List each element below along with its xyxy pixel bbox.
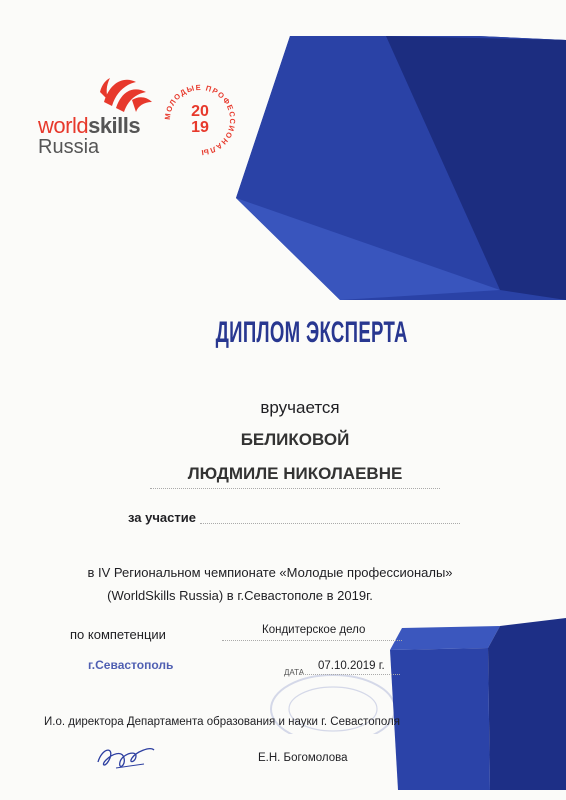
badge-year-bottom: 19 bbox=[191, 119, 209, 136]
awarded-text: вручается bbox=[260, 398, 340, 417]
date-label: ДАТА bbox=[284, 668, 305, 677]
molodye-professionaly-badge bbox=[160, 80, 240, 160]
logo-skills: skills bbox=[88, 113, 141, 138]
recipient-name: ЛЮДМИЛЕ НИКОЛАЕВНЕ bbox=[187, 464, 403, 483]
championship-line2: (WorldSkills Russia) в г.Севастополе в 2019г. bbox=[107, 588, 373, 603]
worldskills-swoosh-icon bbox=[96, 72, 156, 118]
badge-year-top: 20 bbox=[191, 103, 209, 120]
badge-arc-text: МОЛОДЫЕ ПРОФЕССИОНАЛЫ bbox=[162, 82, 238, 158]
director-title: И.о. директора Департамента образования и науки г. Севастополя bbox=[44, 716, 400, 728]
recipient-surname: БЕЛИКОВОЙ bbox=[240, 430, 350, 449]
signature-mark bbox=[92, 740, 162, 774]
diploma-title: ДИПЛОМ ЭКСПЕРТА bbox=[215, 316, 408, 349]
director-name: Е.Н. Богомолова bbox=[258, 752, 348, 764]
competence-line bbox=[222, 640, 402, 641]
championship-line1: в IV Региональном чемпионате «Молодые профессионалы» bbox=[87, 565, 453, 580]
recipient-underline bbox=[150, 488, 440, 489]
date-value: 07.10.2019 г. bbox=[318, 660, 385, 672]
city-text: г.Севастополь bbox=[88, 658, 174, 672]
small-cube-top bbox=[390, 626, 500, 650]
participation-line bbox=[200, 523, 460, 524]
competence-value: Кондитерское дело bbox=[262, 624, 366, 636]
worldskills-logo bbox=[38, 72, 158, 158]
logo-russia: Russia bbox=[38, 136, 100, 158]
logo-world: world bbox=[38, 113, 89, 138]
participation-label: за участие bbox=[128, 510, 196, 525]
competence-label: по компетенции bbox=[70, 627, 166, 642]
small-cube-side bbox=[488, 618, 566, 790]
date-line bbox=[300, 674, 400, 675]
